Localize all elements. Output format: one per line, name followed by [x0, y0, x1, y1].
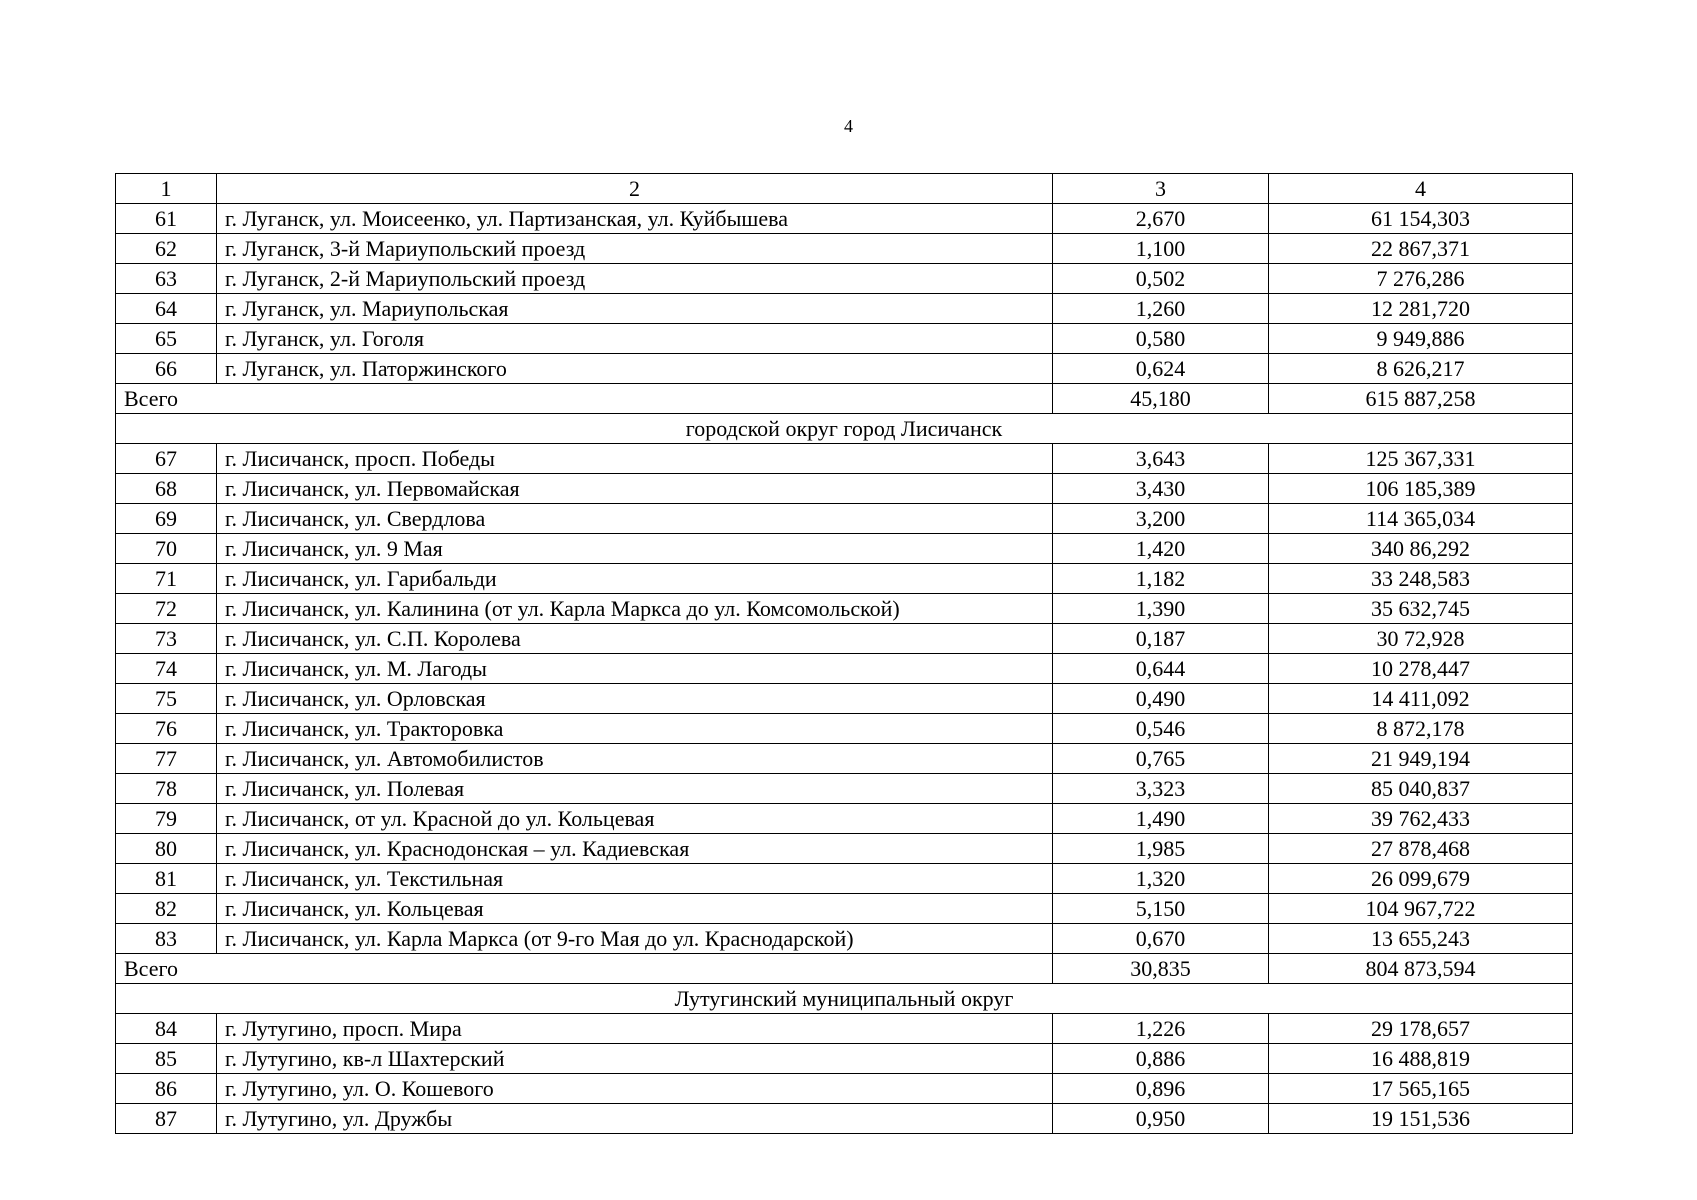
table-row [116, 504, 1573, 534]
road-name: г. Лисичанск, ул. Калинина (от ул. Карла Маркса до ул. Комсомольской) [217, 594, 1053, 624]
row-number: 77 [116, 744, 217, 774]
total-row [116, 384, 1573, 414]
road-length: 1,226 [1053, 1014, 1269, 1044]
road-name: г. Лисичанск, ул. М. Лагоды [217, 654, 1053, 684]
road-name: г. Луганск, 2-й Мариупольский проезд [217, 264, 1053, 294]
row-number: 82 [116, 894, 217, 924]
table-row [116, 684, 1573, 714]
road-name: г. Лисичанск, ул. Орловская [217, 684, 1053, 714]
row-number: 71 [116, 564, 217, 594]
road-cost: 16 488,819 [1269, 1044, 1573, 1074]
total-label: Всего [116, 954, 1053, 984]
road-name: г. Лисичанск, ул. Автомобилистов [217, 744, 1053, 774]
road-name: г. Луганск, ул. Моисеенко, ул. Партизанская, ул. Куйбышева [217, 204, 1053, 234]
road-length: 3,430 [1053, 474, 1269, 504]
road-length: 0,624 [1053, 354, 1269, 384]
column-number-row [116, 174, 1573, 204]
table-row [116, 294, 1573, 324]
section-row [116, 984, 1573, 1014]
road-cost: 14 411,092 [1269, 684, 1573, 714]
road-name: г. Луганск, 3-й Мариупольский проезд [217, 234, 1053, 264]
row-number: 70 [116, 534, 217, 564]
road-name: г. Луганск, ул. Гоголя [217, 324, 1053, 354]
road-length: 1,100 [1053, 234, 1269, 264]
row-number: 73 [116, 624, 217, 654]
road-cost: 7 276,286 [1269, 264, 1573, 294]
row-number: 84 [116, 1014, 217, 1044]
row-number: 63 [116, 264, 217, 294]
table-row [116, 444, 1573, 474]
road-length: 0,896 [1053, 1074, 1269, 1104]
table-row [116, 234, 1573, 264]
road-length: 1,260 [1053, 294, 1269, 324]
road-length: 0,950 [1053, 1104, 1269, 1134]
row-number: 64 [116, 294, 217, 324]
section-title: городской округ город Лисичанск [116, 414, 1573, 444]
road-name: г. Лутугино, кв-л Шахтерский [217, 1044, 1053, 1074]
table-row [116, 1044, 1573, 1074]
total-length: 45,180 [1053, 384, 1269, 414]
road-cost: 106 185,389 [1269, 474, 1573, 504]
row-number: 61 [116, 204, 217, 234]
road-name: г. Лисичанск, ул. Текстильная [217, 864, 1053, 894]
road-name: г. Лутугино, ул. Дружбы [217, 1104, 1053, 1134]
road-name: г. Лисичанск, ул. Гарибальди [217, 564, 1053, 594]
total-row [116, 954, 1573, 984]
row-number: 78 [116, 774, 217, 804]
road-length: 0,187 [1053, 624, 1269, 654]
row-number: 65 [116, 324, 217, 354]
table-row [116, 624, 1573, 654]
table-row [116, 864, 1573, 894]
road-name: г. Лисичанск, ул. Тракторовка [217, 714, 1053, 744]
page-number: 4 [844, 116, 853, 136]
road-length: 0,502 [1053, 264, 1269, 294]
row-number: 68 [116, 474, 217, 504]
road-cost: 22 867,371 [1269, 234, 1573, 264]
road-name: г. Лисичанск, ул. Кольцевая [217, 894, 1053, 924]
road-cost: 8 872,178 [1269, 714, 1573, 744]
road-name: г. Лисичанск, ул. Карла Маркса (от 9-го Мая до ул. Краснодарской) [217, 924, 1053, 954]
road-length: 1,390 [1053, 594, 1269, 624]
road-length: 0,580 [1053, 324, 1269, 354]
table-row [116, 1074, 1573, 1104]
row-number: 76 [116, 714, 217, 744]
road-cost: 61 154,303 [1269, 204, 1573, 234]
table-row [116, 834, 1573, 864]
column-number-cell: 1 [116, 174, 217, 204]
road-name: г. Лисичанск, ул. С.П. Королева [217, 624, 1053, 654]
road-name: г. Лисичанск, от ул. Красной до ул. Кольцевая [217, 804, 1053, 834]
table-row [116, 534, 1573, 564]
road-cost: 340 86,292 [1269, 534, 1573, 564]
road-name: г. Лисичанск, просп. Победы [217, 444, 1053, 474]
row-number: 75 [116, 684, 217, 714]
table-row [116, 594, 1573, 624]
table-row [116, 924, 1573, 954]
total-label: Всего [116, 384, 1053, 414]
road-cost: 35 632,745 [1269, 594, 1573, 624]
table-row [116, 1104, 1573, 1134]
row-number: 72 [116, 594, 217, 624]
road-name: г. Лутугино, просп. Мира [217, 1014, 1053, 1044]
road-length: 0,644 [1053, 654, 1269, 684]
total-cost: 804 873,594 [1269, 954, 1573, 984]
road-length: 3,200 [1053, 504, 1269, 534]
table-body [116, 174, 1573, 1134]
road-length: 0,765 [1053, 744, 1269, 774]
road-name: г. Лисичанск, ул. Первомайская [217, 474, 1053, 504]
data-table [115, 173, 1573, 1134]
road-cost: 17 565,165 [1269, 1074, 1573, 1104]
road-cost: 12 281,720 [1269, 294, 1573, 324]
road-cost: 21 949,194 [1269, 744, 1573, 774]
table-row [116, 1014, 1573, 1044]
table-row [116, 204, 1573, 234]
table-row [116, 654, 1573, 684]
table-row [116, 264, 1573, 294]
section-row [116, 414, 1573, 444]
table-row [116, 474, 1573, 504]
road-length: 0,490 [1053, 684, 1269, 714]
row-number: 79 [116, 804, 217, 834]
road-cost: 10 278,447 [1269, 654, 1573, 684]
road-length: 0,886 [1053, 1044, 1269, 1074]
table-row [116, 714, 1573, 744]
row-number: 62 [116, 234, 217, 264]
row-number: 80 [116, 834, 217, 864]
road-name: г. Лутугино, ул. О. Кошевого [217, 1074, 1053, 1104]
row-number: 85 [116, 1044, 217, 1074]
road-length: 5,150 [1053, 894, 1269, 924]
road-length: 3,643 [1053, 444, 1269, 474]
column-number-cell: 2 [217, 174, 1053, 204]
row-number: 74 [116, 654, 217, 684]
row-number: 67 [116, 444, 217, 474]
road-name: г. Лисичанск, ул. Свердлова [217, 504, 1053, 534]
road-length: 1,420 [1053, 534, 1269, 564]
road-name: г. Лисичанск, ул. Полевая [217, 774, 1053, 804]
road-cost: 125 367,331 [1269, 444, 1573, 474]
road-cost: 13 655,243 [1269, 924, 1573, 954]
road-cost: 29 178,657 [1269, 1014, 1573, 1044]
section-title: Лутугинский муниципальный округ [116, 984, 1573, 1014]
road-length: 1,182 [1053, 564, 1269, 594]
road-length: 0,670 [1053, 924, 1269, 954]
road-name: г. Лисичанск, ул. 9 Мая [217, 534, 1053, 564]
road-length: 2,670 [1053, 204, 1269, 234]
table-row [116, 744, 1573, 774]
road-name: г. Луганск, ул. Паторжинского [217, 354, 1053, 384]
road-length: 3,323 [1053, 774, 1269, 804]
road-cost: 33 248,583 [1269, 564, 1573, 594]
road-cost: 8 626,217 [1269, 354, 1573, 384]
row-number: 87 [116, 1104, 217, 1134]
total-length: 30,835 [1053, 954, 1269, 984]
row-number: 86 [116, 1074, 217, 1104]
row-number: 81 [116, 864, 217, 894]
road-cost: 114 365,034 [1269, 504, 1573, 534]
road-length: 1,320 [1053, 864, 1269, 894]
table-row [116, 774, 1573, 804]
road-cost: 26 099,679 [1269, 864, 1573, 894]
table-row [116, 564, 1573, 594]
road-cost: 27 878,468 [1269, 834, 1573, 864]
road-cost: 9 949,886 [1269, 324, 1573, 354]
table-row [116, 804, 1573, 834]
row-number: 69 [116, 504, 217, 534]
road-cost: 19 151,536 [1269, 1104, 1573, 1134]
row-number: 66 [116, 354, 217, 384]
road-cost: 30 72,928 [1269, 624, 1573, 654]
road-cost: 104 967,722 [1269, 894, 1573, 924]
road-cost: 85 040,837 [1269, 774, 1573, 804]
table-row [116, 354, 1573, 384]
table-row [116, 324, 1573, 354]
road-name: г. Лисичанск, ул. Краснодонская – ул. Кадиевская [217, 834, 1053, 864]
road-length: 1,490 [1053, 804, 1269, 834]
column-number-cell: 4 [1269, 174, 1573, 204]
row-number: 83 [116, 924, 217, 954]
road-length: 1,985 [1053, 834, 1269, 864]
table-row [116, 894, 1573, 924]
road-name: г. Луганск, ул. Мариупольская [217, 294, 1053, 324]
column-number-cell: 3 [1053, 174, 1269, 204]
total-cost: 615 887,258 [1269, 384, 1573, 414]
road-length: 0,546 [1053, 714, 1269, 744]
road-cost: 39 762,433 [1269, 804, 1573, 834]
